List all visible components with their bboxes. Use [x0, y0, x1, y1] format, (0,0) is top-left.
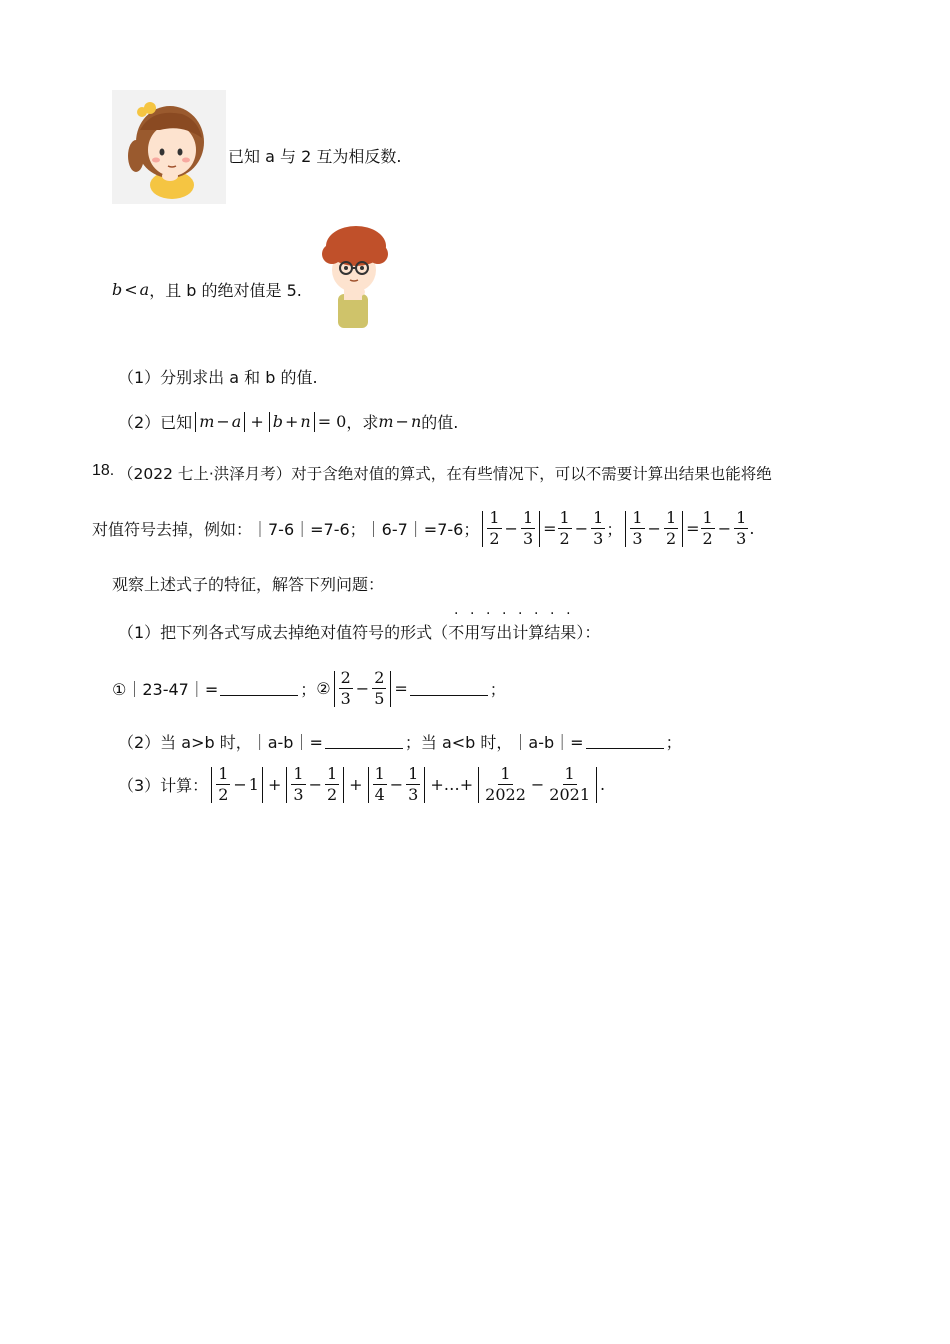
abs-bar — [424, 767, 425, 803]
period: . — [749, 519, 755, 538]
var-b: b — [112, 280, 123, 299]
emphasis-char: · 用 — [464, 620, 480, 643]
abs-bar — [625, 511, 626, 547]
ellipsis: +…+ — [430, 775, 474, 794]
answer-blank-3[interactable] — [325, 734, 403, 749]
plus-sign: + — [250, 412, 264, 431]
abs-bar — [244, 412, 245, 432]
minus-sign: − — [574, 519, 589, 538]
girl-illustration — [112, 90, 226, 204]
q17-part1: （1）分别求出 a 和 b 的值. — [118, 368, 318, 387]
fraction: $\frac{1}{3}$ — [736, 508, 747, 548]
abs-bar — [482, 511, 483, 547]
q18-part2 — [118, 730, 682, 753]
equals-sign: = — [543, 519, 557, 538]
equals-sign: = — [686, 519, 700, 538]
var-n: n — [410, 412, 422, 431]
var-m: m — [378, 412, 394, 431]
fraction: $\frac{2}{3}$ — [340, 668, 351, 708]
minus-sign: − — [355, 679, 370, 698]
boy-illustration — [316, 224, 392, 330]
minus-sign: − — [717, 519, 732, 538]
dotted-emphasis-text — [448, 620, 576, 643]
part3-prefix: （3）计算： — [118, 776, 209, 795]
q18-number: 18. — [92, 462, 115, 479]
fraction: $\frac{1}{2}$ — [702, 508, 713, 548]
abs-bar — [334, 671, 335, 707]
part2-mid: ，求 — [346, 413, 379, 432]
abs-bar — [211, 767, 212, 803]
abs-bar — [343, 767, 344, 803]
period: . — [600, 775, 606, 794]
abs-bar — [269, 412, 270, 432]
abs-bar — [390, 671, 391, 707]
answer-blank-4[interactable] — [586, 734, 664, 749]
part2-mid-text: ；当 a<b 时，｜a-b｜= — [404, 733, 584, 752]
fraction: $\frac{1}{2}$ — [559, 508, 570, 548]
var-n: n — [300, 412, 311, 431]
minus-sign: − — [647, 519, 661, 538]
part2-a-text: （2）当 a>b 时，｜a-b｜= — [118, 733, 323, 752]
fraction: $\frac{1}{3}$ — [632, 508, 643, 548]
abs-bar — [478, 767, 479, 803]
fraction: $\frac{2}{5}$ — [374, 668, 385, 708]
number-one: 1 — [248, 775, 259, 794]
fraction: $\frac{1}{3}$ — [408, 764, 419, 804]
emphasis-char: · 出 — [496, 620, 512, 643]
fraction: $\frac{1}{2022}$ — [485, 764, 526, 804]
equals-sign: = — [394, 679, 408, 698]
minus-sign: − — [389, 775, 404, 794]
boy-statement-rest: ，且 b 的绝对值是 5. — [149, 281, 302, 300]
abs-bar — [195, 412, 196, 432]
q18-part3 — [118, 766, 605, 803]
examples-prefix: 对值符号去掉，例如：｜7-6｜=7-6；｜6-7｜=7-6； — [92, 520, 480, 539]
fraction: $\frac{1}{3}$ — [522, 508, 534, 548]
abs-bar — [286, 767, 287, 803]
emphasis-char: · 不 — [448, 620, 464, 643]
q18-part1 — [118, 620, 600, 643]
minus-sign: − — [308, 775, 322, 794]
minus-sign: − — [216, 412, 230, 431]
emphasis-char: · 写 — [480, 620, 496, 643]
circle1-label: ①｜23-47｜= — [112, 680, 219, 699]
less-than: < — [124, 280, 138, 299]
semicolon: ； — [300, 680, 317, 699]
abs-bar — [368, 767, 369, 803]
q18-circle-items — [112, 670, 506, 707]
circle2-label: ② — [316, 679, 331, 698]
abs-bar — [596, 767, 597, 803]
plus-sign: + — [349, 775, 363, 794]
q18-examples-line — [92, 510, 754, 547]
part2-suffix: 的值. — [421, 413, 459, 432]
fraction: $\frac{1}{2}$ — [489, 508, 500, 548]
abs-bar — [682, 511, 683, 547]
emphasis-char: · 果 — [560, 620, 576, 643]
minus-sign: − — [504, 519, 518, 538]
boy-cartoon-icon — [316, 224, 392, 330]
abs-bar — [262, 767, 263, 803]
fraction: $\frac{1}{3}$ — [593, 508, 604, 548]
girl-cartoon-icon — [112, 90, 226, 204]
part1-prefix: （1）把下列各式写成去掉绝对值符号的形式（ — [118, 623, 449, 642]
fraction: $\frac{1}{2}$ — [326, 764, 338, 804]
equals-zero: = 0 — [317, 412, 347, 431]
var-m: m — [199, 412, 215, 431]
minus-sign: − — [233, 775, 247, 794]
fraction: $\frac{1}{2021}$ — [549, 764, 590, 804]
answer-blank-2[interactable] — [410, 681, 488, 696]
emphasis-char: · 结 — [544, 620, 560, 643]
part2-prefix: （2）已知 — [118, 413, 193, 432]
var-a: a — [231, 412, 242, 431]
var-b: b — [272, 412, 283, 431]
fraction: $\frac{1}{4}$ — [374, 764, 385, 804]
emphasis-char: · 计 — [512, 620, 528, 643]
part1-suffix: ）： — [576, 623, 601, 642]
q18-observe: 观察上述式子的特征，解答下列问题： — [112, 575, 385, 594]
plus-sign: + — [284, 412, 299, 431]
var-a: a — [139, 280, 150, 299]
fraction: $\frac{1}{2}$ — [218, 764, 229, 804]
q17-part2 — [118, 410, 458, 433]
semicolon: ； — [489, 680, 506, 699]
semicolon: ； — [606, 520, 623, 539]
plus-sign: + — [267, 775, 282, 794]
boy-statement-line — [112, 278, 302, 301]
abs-bar — [539, 511, 540, 547]
girl-speech-text: 已知 a 与 2 互为相反数. — [228, 147, 402, 166]
q18-intro: （2022 七上·洪泽月考）对于含绝对值的算式，在有些情况下，可以不需要计算出结果也能将绝 — [118, 465, 772, 483]
minus-sign: − — [530, 775, 545, 794]
fraction: $\frac{1}{2}$ — [665, 508, 677, 548]
answer-blank-1[interactable] — [220, 681, 298, 696]
fraction: $\frac{1}{3}$ — [293, 764, 304, 804]
abs-bar — [314, 412, 315, 432]
minus-sign: − — [395, 412, 409, 431]
emphasis-char: · 算 — [528, 620, 544, 643]
semicolon: ； — [665, 733, 682, 752]
